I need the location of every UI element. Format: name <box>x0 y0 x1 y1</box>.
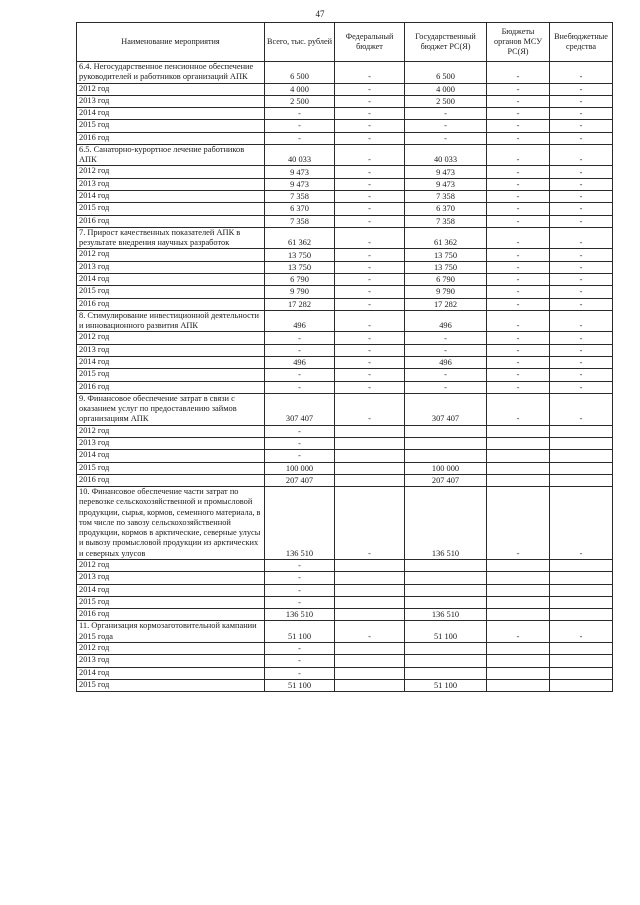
cell-total: 6 500 <box>265 62 335 84</box>
cell-extra: - <box>550 120 613 132</box>
section-row <box>77 621 613 643</box>
table-header-row <box>77 23 613 62</box>
cell-municipal: - <box>487 191 550 203</box>
cell-total: 100 000 <box>265 462 335 474</box>
cell-municipal <box>487 642 550 654</box>
cell-name: 2014 год <box>77 274 265 286</box>
cell-total: - <box>265 344 335 356</box>
cell-name: 2015 год <box>77 462 265 474</box>
cell-municipal <box>487 572 550 584</box>
cell-extra: - <box>550 132 613 144</box>
cell-extra: - <box>550 357 613 369</box>
cell-name: 2012 год <box>77 559 265 571</box>
cell-municipal: - <box>487 274 550 286</box>
cell-federal <box>335 437 405 449</box>
cell-municipal: - <box>487 310 550 332</box>
table-row <box>77 596 613 608</box>
cell-municipal: - <box>487 62 550 84</box>
table-row <box>77 132 613 144</box>
cell-state: 6 500 <box>405 62 487 84</box>
cell-state <box>405 425 487 437</box>
cell-extra: - <box>550 344 613 356</box>
cell-total: - <box>265 559 335 571</box>
header-extra: Внебюджетные средства <box>550 23 613 62</box>
budget-table <box>76 22 613 692</box>
cell-federal: - <box>335 381 405 393</box>
cell-name: 2013 год <box>77 95 265 107</box>
table-row <box>77 559 613 571</box>
cell-total: - <box>265 572 335 584</box>
cell-municipal: - <box>487 132 550 144</box>
cell-total: 136 510 <box>265 609 335 621</box>
cell-extra <box>550 572 613 584</box>
cell-extra <box>550 584 613 596</box>
cell-municipal <box>487 679 550 691</box>
cell-federal: - <box>335 120 405 132</box>
cell-state <box>405 596 487 608</box>
cell-total: - <box>265 596 335 608</box>
cell-municipal: - <box>487 83 550 95</box>
cell-federal: - <box>335 332 405 344</box>
table-row <box>77 572 613 584</box>
cell-federal: - <box>335 132 405 144</box>
cell-state <box>405 667 487 679</box>
cell-total: - <box>265 655 335 667</box>
cell-federal: - <box>335 621 405 643</box>
cell-municipal <box>487 584 550 596</box>
cell-state: 61 362 <box>405 227 487 249</box>
table-row <box>77 83 613 95</box>
cell-extra: - <box>550 310 613 332</box>
cell-total: 6 370 <box>265 203 335 215</box>
cell-total: 4 000 <box>265 83 335 95</box>
cell-state: 2 500 <box>405 95 487 107</box>
cell-municipal: - <box>487 621 550 643</box>
cell-state: 136 510 <box>405 487 487 560</box>
cell-federal: - <box>335 310 405 332</box>
cell-total: 136 510 <box>265 487 335 560</box>
cell-state: - <box>405 108 487 120</box>
cell-state: 13 750 <box>405 261 487 273</box>
cell-name: 2016 год <box>77 474 265 486</box>
table-row <box>77 381 613 393</box>
cell-extra <box>550 655 613 667</box>
cell-name: 6.5. Санаторно-курортное лечение работников АПК <box>77 144 265 166</box>
cell-extra: - <box>550 621 613 643</box>
table-row <box>77 215 613 227</box>
cell-federal: - <box>335 261 405 273</box>
cell-total: - <box>265 450 335 462</box>
cell-federal: - <box>335 62 405 84</box>
cell-state <box>405 655 487 667</box>
cell-extra: - <box>550 369 613 381</box>
cell-name: 2016 год <box>77 215 265 227</box>
section-row <box>77 310 613 332</box>
cell-state: - <box>405 369 487 381</box>
cell-municipal: - <box>487 487 550 560</box>
cell-state: 7 358 <box>405 191 487 203</box>
cell-state <box>405 584 487 596</box>
table-row <box>77 655 613 667</box>
cell-total: 9 473 <box>265 178 335 190</box>
cell-name: 2014 год <box>77 584 265 596</box>
cell-name: 11. Организация кормозаготовительной кампании 2015 года <box>77 621 265 643</box>
cell-extra: - <box>550 62 613 84</box>
cell-name: 2016 год <box>77 298 265 310</box>
cell-extra: - <box>550 83 613 95</box>
cell-extra: - <box>550 381 613 393</box>
section-row <box>77 62 613 84</box>
table-row <box>77 274 613 286</box>
table-row <box>77 298 613 310</box>
cell-municipal: - <box>487 344 550 356</box>
cell-extra <box>550 450 613 462</box>
header-total: Всего, тыс. рублей <box>265 23 335 62</box>
cell-municipal: - <box>487 393 550 425</box>
cell-name: 2013 год <box>77 437 265 449</box>
table-row <box>77 286 613 298</box>
cell-federal: - <box>335 393 405 425</box>
cell-state: 496 <box>405 357 487 369</box>
cell-total: - <box>265 584 335 596</box>
cell-name: 2014 год <box>77 667 265 679</box>
cell-federal: - <box>335 344 405 356</box>
table-row <box>77 332 613 344</box>
cell-extra <box>550 425 613 437</box>
cell-state: 7 358 <box>405 215 487 227</box>
cell-total: 496 <box>265 310 335 332</box>
cell-federal <box>335 572 405 584</box>
cell-municipal <box>487 609 550 621</box>
cell-name: 10. Финансовое обеспечение части затрат по перевозке сельскохозяйственной и промысловой продукции, сырья, кормов, семенного материала, в том числе по завозу сельскохозяйственной продукции, кормов в арктические, северные улусы и вывозу промысловой продукции из арктических и северных улусов <box>77 487 265 560</box>
cell-total: 6 790 <box>265 274 335 286</box>
table-row <box>77 191 613 203</box>
header-federal: Федеральный бюджет <box>335 23 405 62</box>
cell-name: 2016 год <box>77 609 265 621</box>
cell-state: 307 407 <box>405 393 487 425</box>
section-row <box>77 227 613 249</box>
table-row <box>77 425 613 437</box>
cell-extra: - <box>550 215 613 227</box>
table-row <box>77 474 613 486</box>
cell-municipal <box>487 667 550 679</box>
cell-name: 8. Стимулирование инвестиционной деятельности и инновационного развития АПК <box>77 310 265 332</box>
cell-state: 40 033 <box>405 144 487 166</box>
cell-state: 496 <box>405 310 487 332</box>
cell-federal: - <box>335 166 405 178</box>
cell-federal: - <box>335 95 405 107</box>
cell-extra: - <box>550 261 613 273</box>
cell-extra <box>550 679 613 691</box>
cell-extra: - <box>550 144 613 166</box>
cell-state: 51 100 <box>405 621 487 643</box>
cell-state: - <box>405 132 487 144</box>
cell-state: 13 750 <box>405 249 487 261</box>
cell-extra <box>550 642 613 654</box>
cell-federal: - <box>335 108 405 120</box>
cell-name: 7. Прирост качественных показателей АПК в результате внедрения научных разработок <box>77 227 265 249</box>
cell-extra: - <box>550 108 613 120</box>
cell-municipal <box>487 474 550 486</box>
table-row <box>77 108 613 120</box>
cell-extra <box>550 437 613 449</box>
cell-total: 40 033 <box>265 144 335 166</box>
cell-state: 6 790 <box>405 274 487 286</box>
cell-total: 9 473 <box>265 166 335 178</box>
cell-federal: - <box>335 144 405 166</box>
cell-municipal <box>487 559 550 571</box>
cell-municipal <box>487 437 550 449</box>
table-row <box>77 178 613 190</box>
cell-municipal: - <box>487 203 550 215</box>
cell-municipal: - <box>487 227 550 249</box>
cell-extra: - <box>550 393 613 425</box>
cell-name: 2013 год <box>77 178 265 190</box>
header-state: Государственный бюджет РС(Я) <box>405 23 487 62</box>
cell-municipal: - <box>487 249 550 261</box>
cell-federal <box>335 474 405 486</box>
cell-name: 2012 год <box>77 83 265 95</box>
cell-federal: - <box>335 286 405 298</box>
cell-municipal <box>487 462 550 474</box>
header-name: Наименование мероприятия <box>77 23 265 62</box>
cell-state: - <box>405 332 487 344</box>
cell-state: 136 510 <box>405 609 487 621</box>
table-row <box>77 584 613 596</box>
table-row <box>77 95 613 107</box>
cell-federal <box>335 584 405 596</box>
cell-state: 4 000 <box>405 83 487 95</box>
cell-municipal: - <box>487 144 550 166</box>
cell-federal <box>335 450 405 462</box>
table-row <box>77 462 613 474</box>
cell-extra: - <box>550 95 613 107</box>
cell-extra: - <box>550 274 613 286</box>
cell-municipal: - <box>487 95 550 107</box>
cell-municipal: - <box>487 108 550 120</box>
cell-municipal <box>487 450 550 462</box>
cell-extra <box>550 462 613 474</box>
cell-total: 13 750 <box>265 249 335 261</box>
cell-total: 17 282 <box>265 298 335 310</box>
cell-federal <box>335 425 405 437</box>
cell-federal: - <box>335 227 405 249</box>
cell-total: 307 407 <box>265 393 335 425</box>
cell-name: 2015 год <box>77 203 265 215</box>
table-row <box>77 679 613 691</box>
cell-total: - <box>265 120 335 132</box>
table-row <box>77 437 613 449</box>
table-row <box>77 120 613 132</box>
table-row <box>77 369 613 381</box>
cell-name: 2012 год <box>77 249 265 261</box>
cell-federal <box>335 642 405 654</box>
cell-total: 7 358 <box>265 191 335 203</box>
cell-name: 2014 год <box>77 450 265 462</box>
cell-name: 2014 год <box>77 108 265 120</box>
cell-municipal: - <box>487 381 550 393</box>
cell-federal: - <box>335 83 405 95</box>
cell-state <box>405 559 487 571</box>
cell-state: 9 473 <box>405 166 487 178</box>
table-row <box>77 450 613 462</box>
cell-state <box>405 450 487 462</box>
cell-federal: - <box>335 215 405 227</box>
cell-federal <box>335 609 405 621</box>
cell-total: 9 790 <box>265 286 335 298</box>
section-row <box>77 393 613 425</box>
cell-extra <box>550 559 613 571</box>
cell-total: - <box>265 667 335 679</box>
cell-extra: - <box>550 286 613 298</box>
cell-total: - <box>265 425 335 437</box>
cell-municipal: - <box>487 120 550 132</box>
cell-name: 2015 год <box>77 596 265 608</box>
cell-total: 51 100 <box>265 679 335 691</box>
cell-federal <box>335 559 405 571</box>
table-row <box>77 609 613 621</box>
cell-name: 2012 год <box>77 642 265 654</box>
cell-extra <box>550 474 613 486</box>
cell-total: - <box>265 437 335 449</box>
cell-total: - <box>265 369 335 381</box>
table-row <box>77 166 613 178</box>
cell-municipal: - <box>487 166 550 178</box>
cell-extra: - <box>550 298 613 310</box>
cell-name: 2013 год <box>77 261 265 273</box>
cell-federal <box>335 667 405 679</box>
cell-total: 2 500 <box>265 95 335 107</box>
cell-extra: - <box>550 203 613 215</box>
section-row <box>77 144 613 166</box>
cell-state: - <box>405 120 487 132</box>
cell-name: 2015 год <box>77 286 265 298</box>
table-row <box>77 667 613 679</box>
cell-federal <box>335 462 405 474</box>
cell-federal: - <box>335 203 405 215</box>
cell-municipal: - <box>487 178 550 190</box>
cell-state: - <box>405 344 487 356</box>
cell-state: - <box>405 381 487 393</box>
cell-total: 207 407 <box>265 474 335 486</box>
cell-federal <box>335 655 405 667</box>
cell-federal: - <box>335 487 405 560</box>
cell-state: 100 000 <box>405 462 487 474</box>
cell-municipal: - <box>487 215 550 227</box>
cell-municipal <box>487 425 550 437</box>
cell-extra: - <box>550 249 613 261</box>
cell-federal: - <box>335 298 405 310</box>
cell-name: 2015 год <box>77 369 265 381</box>
cell-state: 6 370 <box>405 203 487 215</box>
cell-state: 51 100 <box>405 679 487 691</box>
cell-name: 2014 год <box>77 191 265 203</box>
cell-total: 496 <box>265 357 335 369</box>
cell-total: 7 358 <box>265 215 335 227</box>
cell-extra: - <box>550 178 613 190</box>
cell-municipal: - <box>487 369 550 381</box>
cell-federal <box>335 596 405 608</box>
cell-state: 17 282 <box>405 298 487 310</box>
table-body <box>77 62 613 692</box>
table-row <box>77 203 613 215</box>
cell-state <box>405 437 487 449</box>
cell-name: 2015 год <box>77 679 265 691</box>
table-row <box>77 261 613 273</box>
cell-name: 2016 год <box>77 381 265 393</box>
cell-total: - <box>265 132 335 144</box>
cell-total: 61 362 <box>265 227 335 249</box>
cell-municipal: - <box>487 332 550 344</box>
cell-municipal <box>487 596 550 608</box>
cell-total: - <box>265 381 335 393</box>
cell-name: 6.4. Негосударственное пенсионное обеспечение руководителей и работников организаций АПК <box>77 62 265 84</box>
cell-name: 2016 год <box>77 132 265 144</box>
cell-federal: - <box>335 274 405 286</box>
cell-extra <box>550 609 613 621</box>
table-row <box>77 249 613 261</box>
cell-municipal: - <box>487 286 550 298</box>
cell-municipal: - <box>487 261 550 273</box>
cell-state <box>405 572 487 584</box>
section-row <box>77 487 613 560</box>
cell-total: 51 100 <box>265 621 335 643</box>
cell-extra: - <box>550 487 613 560</box>
cell-extra <box>550 596 613 608</box>
cell-total: 13 750 <box>265 261 335 273</box>
cell-municipal <box>487 655 550 667</box>
cell-municipal: - <box>487 357 550 369</box>
cell-federal: - <box>335 191 405 203</box>
cell-municipal: - <box>487 298 550 310</box>
cell-state: 9 790 <box>405 286 487 298</box>
cell-name: 2013 год <box>77 344 265 356</box>
cell-total: - <box>265 332 335 344</box>
header-municipal: Бюджеты органов МСУ РС(Я) <box>487 23 550 62</box>
cell-federal <box>335 679 405 691</box>
table-row <box>77 344 613 356</box>
cell-state: 207 407 <box>405 474 487 486</box>
cell-extra: - <box>550 191 613 203</box>
cell-total: - <box>265 642 335 654</box>
table-row <box>77 642 613 654</box>
table-row <box>77 357 613 369</box>
cell-federal: - <box>335 357 405 369</box>
cell-federal: - <box>335 369 405 381</box>
cell-name: 2012 год <box>77 166 265 178</box>
cell-total: - <box>265 108 335 120</box>
cell-extra: - <box>550 166 613 178</box>
cell-federal: - <box>335 249 405 261</box>
page-number: 47 <box>315 9 325 19</box>
cell-federal: - <box>335 178 405 190</box>
cell-name: 9. Финансовое обеспечение затрат в связи с оказанием услуг по предоставлению займов организациям АПК <box>77 393 265 425</box>
cell-name: 2012 год <box>77 332 265 344</box>
cell-state <box>405 642 487 654</box>
cell-extra: - <box>550 227 613 249</box>
cell-state: 9 473 <box>405 178 487 190</box>
cell-extra: - <box>550 332 613 344</box>
cell-extra <box>550 667 613 679</box>
cell-name: 2013 год <box>77 572 265 584</box>
cell-name: 2012 год <box>77 425 265 437</box>
cell-name: 2014 год <box>77 357 265 369</box>
cell-name: 2015 год <box>77 120 265 132</box>
cell-name: 2013 год <box>77 655 265 667</box>
